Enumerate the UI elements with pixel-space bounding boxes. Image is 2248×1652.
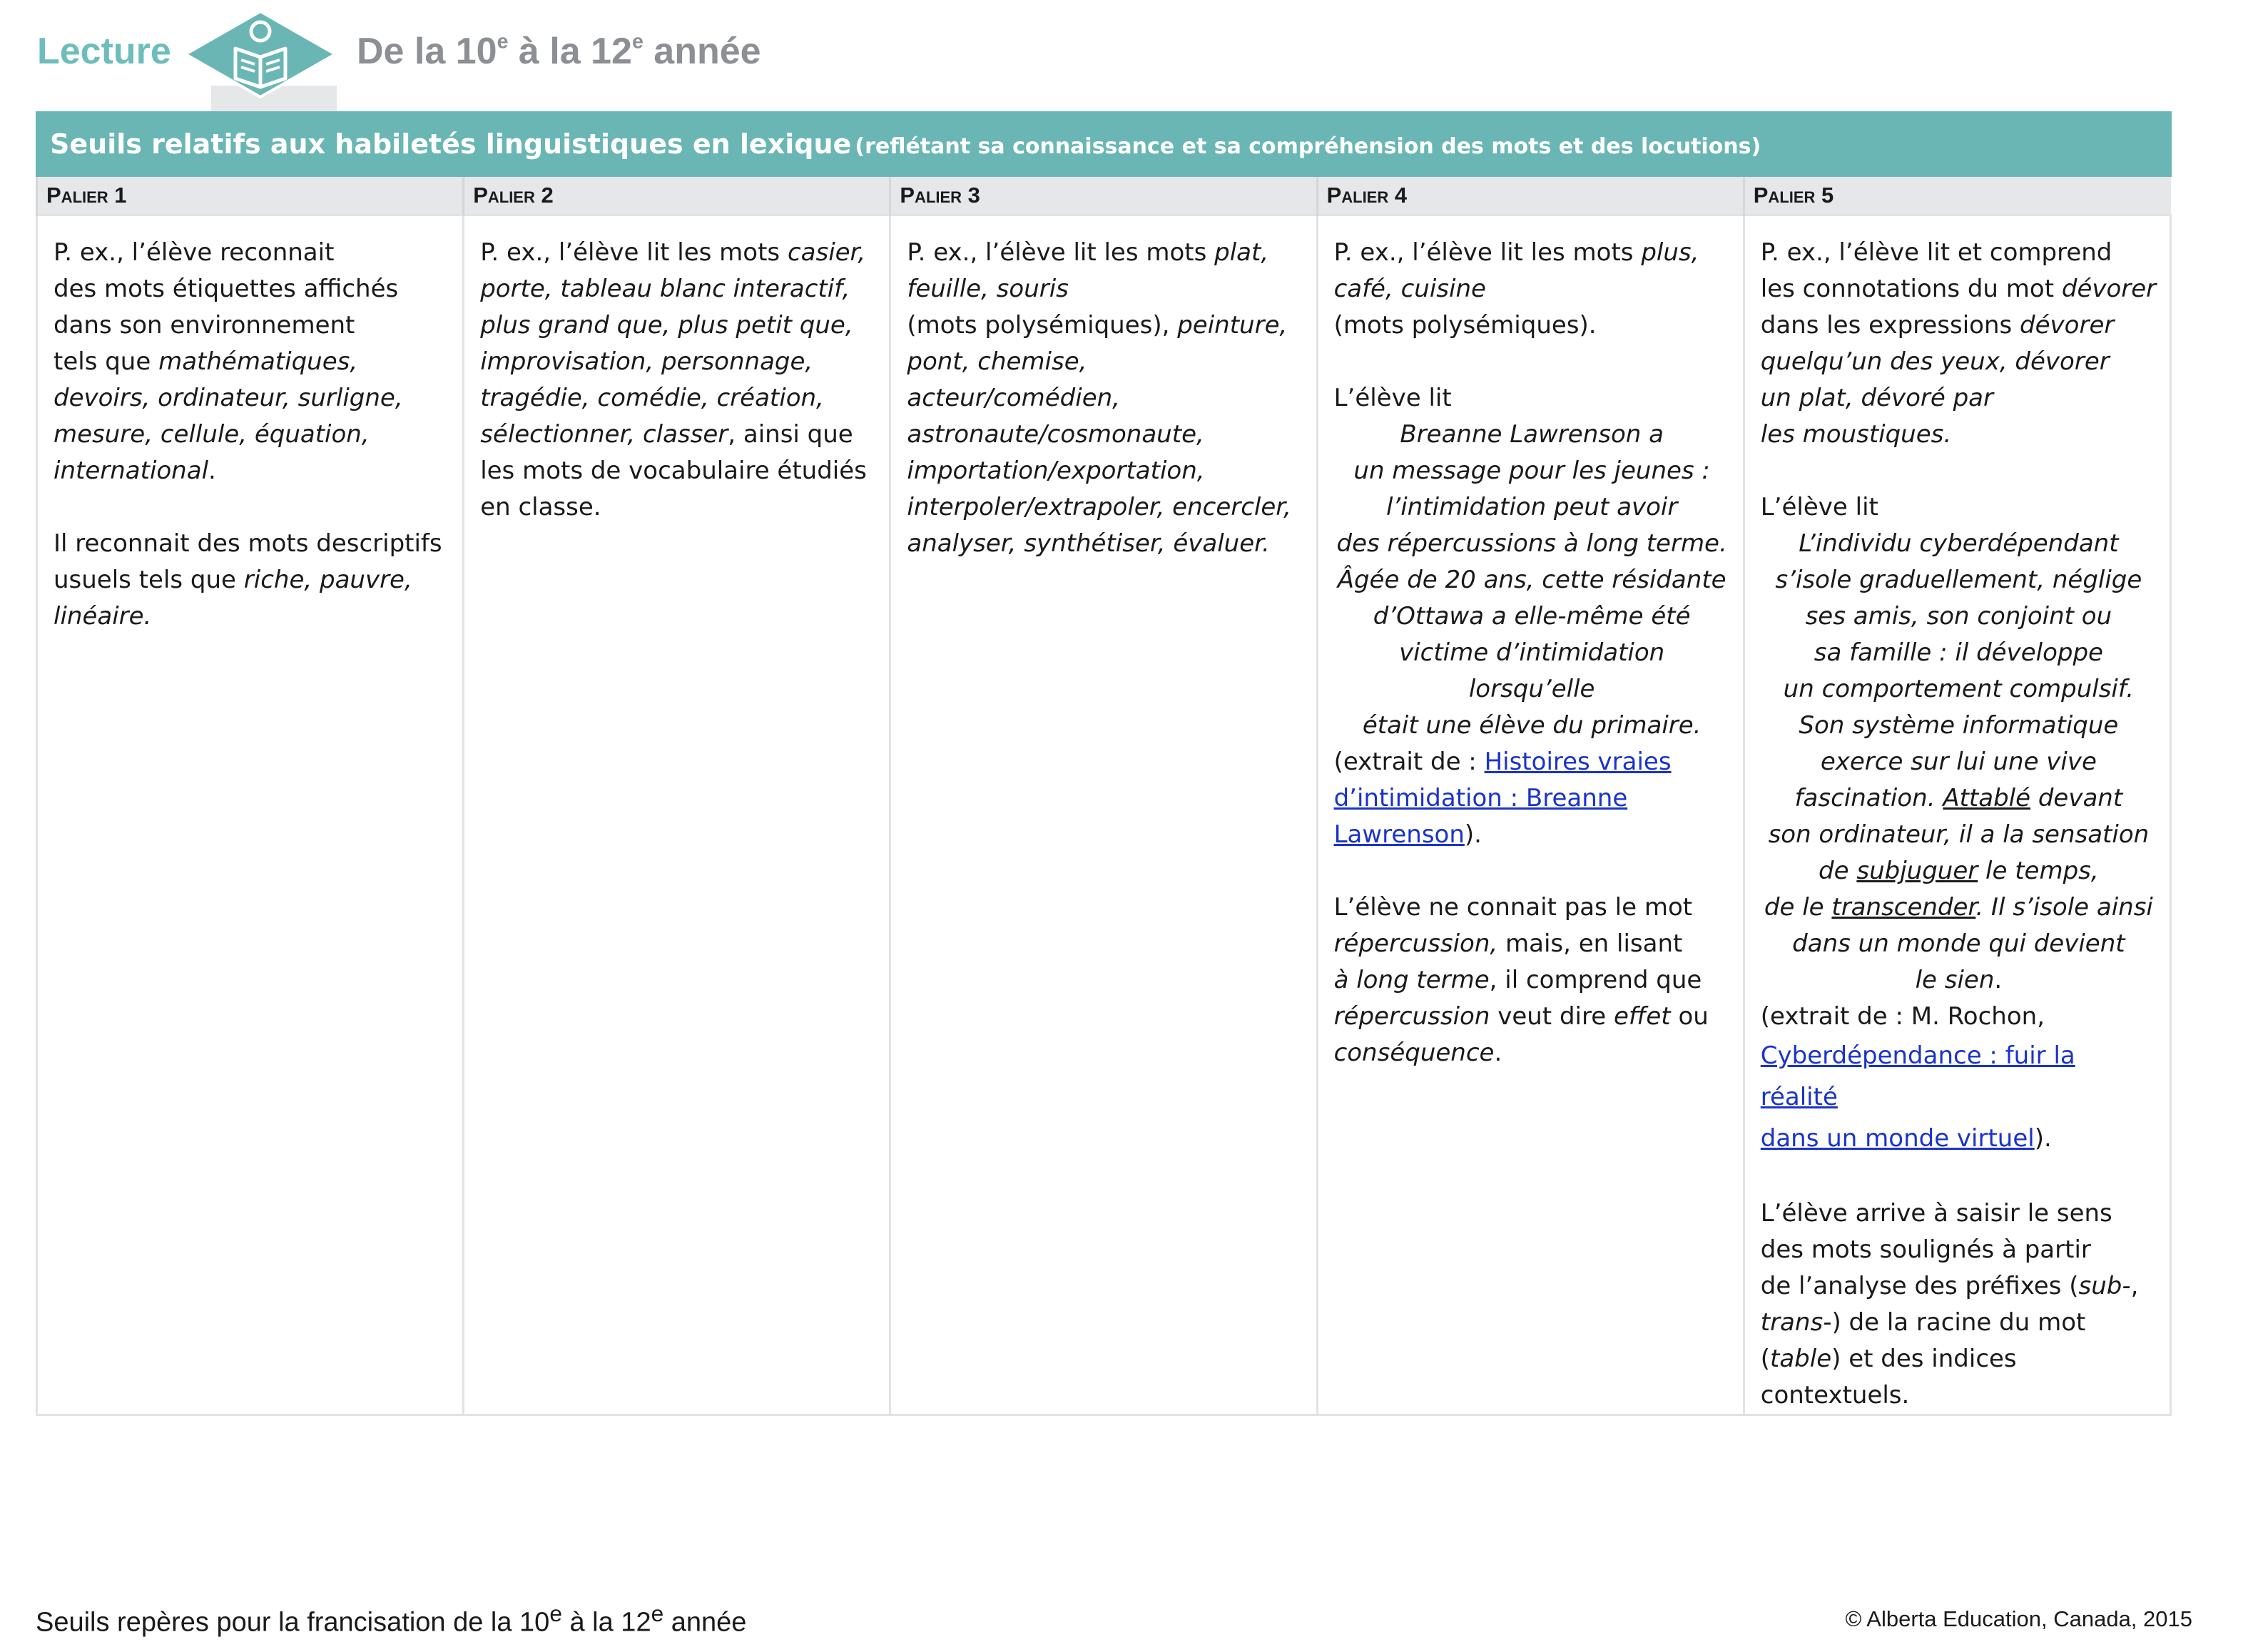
page-header [0, 0, 2248, 114]
spacer [1761, 1159, 2157, 1195]
column-header [1744, 177, 2170, 215]
text-italic: pont, chemise, acteur/comédien, [907, 347, 1120, 412]
cell-text [1334, 307, 1730, 344]
cell-text [1761, 1035, 2157, 1118]
text: P. ex., l’élève reconnait [54, 238, 335, 267]
spacer [54, 489, 449, 526]
thresholds-panel [36, 111, 2172, 1416]
text: , ainsi que [728, 420, 853, 449]
text: P. ex., l’élève lit et comprend [1760, 238, 2112, 267]
quote-line: dans un monde qui devient [1792, 929, 2125, 958]
text: L’élève arrive à saisir le sens [1760, 1199, 2112, 1228]
text-italic: plat, [1214, 238, 1269, 267]
cell-text [54, 417, 449, 453]
cell-text [1761, 1232, 2157, 1268]
text: tels que [54, 347, 159, 376]
cell-text [54, 562, 449, 598]
text: (extrait de : [1333, 748, 1485, 776]
cell-text [1761, 235, 2157, 271]
cell-text [54, 235, 449, 271]
quote-line: Son système informatique [1799, 711, 2119, 740]
text-italic: mesure, cellule, équation, [54, 420, 370, 449]
text: ) et des indices [1831, 1345, 2017, 1373]
text: , [2130, 1272, 2139, 1300]
subject-label: Lecture [37, 31, 171, 72]
quote-line: L’individu cyberdépendant [1799, 529, 2119, 558]
text: ). [1464, 820, 1482, 849]
text: L’élève lit [1333, 384, 1452, 412]
cell-text [1761, 271, 2157, 307]
quote-line: exerce sur lui une vive [1820, 748, 2097, 776]
underlined-word: subjuguer [1856, 857, 1978, 885]
grade-sup: e [497, 30, 509, 53]
grade-prefix: De la 10 [357, 31, 497, 72]
quote-line: s’isole graduellement, néglige [1775, 566, 2142, 594]
text-italic: riche, pauvre, [243, 566, 412, 594]
cell-text [480, 344, 876, 380]
panel-title [36, 111, 2172, 177]
cell-text [54, 526, 449, 562]
text-italic: répercussion [1333, 1002, 1490, 1031]
cell-text [480, 271, 876, 307]
cell-text [54, 344, 449, 380]
cell-text [1761, 1118, 2157, 1159]
column-header-label: Palier 5 [1753, 183, 1834, 208]
cell-text [907, 526, 1303, 562]
quote-line: sa famille : il développe [1814, 638, 2103, 667]
source-link-bullying[interactable]: d’intimidation : Breanne [1333, 784, 1628, 812]
text: de [1819, 857, 1857, 885]
text: ). [2034, 1124, 2052, 1153]
quote-line: Âgée de 20 ans, cette résidante [1337, 566, 1726, 594]
underlined-word: Attablé [1943, 784, 2031, 812]
grade-range [357, 30, 761, 73]
footer-text: année [663, 1607, 747, 1638]
text-italic: porte, tableau blanc interactif, [480, 275, 850, 303]
text-italic: improvisation, personnage, [480, 347, 813, 376]
palier-3-cell [890, 215, 1317, 1415]
quote-line: des répercussions à long terme. [1336, 529, 1727, 558]
text: (extrait de : M. Rochon, [1760, 1002, 2045, 1031]
cell-text [54, 307, 449, 344]
quote-line [1761, 780, 2157, 817]
text: (mots polysémiques). [1333, 311, 1597, 340]
text: P. ex., l’élève lit les mots [480, 238, 788, 267]
cell-text [1761, 417, 2157, 453]
cell-text [907, 453, 1303, 489]
text: des mots soulignés à partir [1760, 1235, 2091, 1264]
text-italic: dévorer [2061, 275, 2157, 303]
text-italic: café, cuisine [1333, 275, 1486, 303]
palier-1-cell [37, 215, 464, 1415]
panel-title-sub: (reflétant sa connaissance et sa compréhension des mots et des locutions) [855, 134, 1761, 159]
text-italic: international [54, 457, 209, 485]
text-italic: quelqu’un des yeux, dévorer [1760, 347, 2110, 376]
table-row [37, 215, 2171, 1415]
cell-text [907, 344, 1303, 417]
text-italic: peinture, [1177, 311, 1288, 340]
cell-text [907, 307, 1303, 344]
text: ) de la racine du mot [1831, 1308, 2086, 1337]
column-header [890, 177, 1317, 215]
text: . Il s’isole ainsi [1975, 893, 2153, 922]
text: L’élève lit [1760, 493, 1878, 521]
cell-text [1334, 744, 1730, 780]
cell-text [480, 489, 876, 526]
cell-text [54, 453, 449, 489]
source-link-bullying[interactable]: Histoires vraies [1484, 748, 1672, 776]
text: dans les expressions [1760, 311, 2020, 340]
cell-text [1761, 1341, 2157, 1377]
text: de l’analyse des préfixes ( [1760, 1272, 2079, 1300]
text: ou [1670, 1002, 1709, 1031]
text-italic: un plat, dévoré par [1760, 384, 1993, 412]
column-header-label: Palier 3 [900, 183, 980, 208]
cell-text [54, 271, 449, 307]
cell-text [1334, 271, 1730, 307]
column-header-label: Palier 4 [1326, 183, 1408, 208]
text-italic: mathématiques, [158, 347, 358, 376]
cell-text [480, 235, 876, 271]
text: contextuels. [1760, 1381, 1910, 1409]
text-italic: astronaute/cosmonaute, [907, 420, 1204, 449]
quote-line: victime d’intimidation lorsqu’elle [1399, 638, 1665, 703]
cell-text [1334, 962, 1730, 999]
text: des mots étiquettes affichés [54, 275, 399, 303]
cell-text [1761, 1305, 2157, 1341]
text: P. ex., l’élève lit les mots [907, 238, 1215, 267]
text: ( [1760, 1345, 1771, 1373]
footer-text: à la 12 [561, 1607, 651, 1638]
text-italic: devoirs, ordinateur, surligne, [54, 384, 403, 412]
cell-text [907, 271, 1303, 307]
text-italic: les moustiques. [1760, 420, 1952, 449]
footer-sup: e [549, 1601, 562, 1626]
grade-suffix: année [643, 31, 761, 72]
cell-text [1334, 817, 1730, 853]
spacer [1334, 344, 1730, 380]
text: L’élève ne connait pas le mot [1333, 893, 1693, 922]
footer-title [36, 1601, 746, 1638]
text: P. ex., l’élève lit les mots [1333, 238, 1642, 267]
text-italic: casier, [787, 238, 866, 267]
quote-line: l’intimidation peut avoir [1385, 493, 1678, 521]
text-italic: linéaire. [54, 602, 152, 631]
text: Il reconnait des mots descriptifs [54, 529, 442, 558]
cell-text [480, 380, 876, 417]
text: mais, en lisant [1497, 929, 1683, 958]
text: . [1994, 966, 2003, 994]
quote-line: était une élève du primaire. [1362, 711, 1702, 740]
text-italic: analyser, synthétiser, évaluer. [907, 529, 1270, 558]
spacer [1761, 453, 2157, 489]
cell-text [1334, 235, 1730, 271]
thresholds-table [36, 177, 2172, 1416]
quote-line: un comportement compulsif. [1783, 675, 2135, 703]
text-italic: tragédie, comédie, création, [480, 384, 824, 412]
cell-text [1761, 1377, 2157, 1414]
quote-line: son ordinateur, il a la sensation [1768, 820, 2150, 849]
text: dans son environnement [54, 311, 355, 340]
text-italic: trans- [1760, 1308, 1832, 1337]
cell-text [54, 380, 449, 417]
table-header-row [37, 177, 2171, 215]
cell-text [1334, 889, 1730, 926]
source-link-cyberdependance[interactable]: Cyberdépendance : fuir la réalité [1760, 1041, 2075, 1111]
column-header [464, 177, 890, 215]
text: veut dire [1490, 1002, 1614, 1031]
text-italic: table [1770, 1345, 1832, 1373]
cell-text [480, 453, 876, 489]
text: le sien [1915, 966, 1995, 994]
cell-text [1761, 1268, 2157, 1305]
cell-text [907, 489, 1303, 526]
quote-line [1761, 889, 2157, 926]
column-header [1317, 177, 1744, 215]
text-italic: dévorer [2020, 311, 2115, 340]
text-italic: feuille, souris [907, 275, 1069, 303]
text: de le [1764, 893, 1832, 922]
palier-2-cell [464, 215, 890, 1415]
cell-text [907, 235, 1303, 271]
grade-sup: e [631, 30, 644, 53]
text: usuels tels que [54, 566, 244, 594]
footer-text: Seuils repères pour la francisation de la 10 [36, 1607, 550, 1638]
text: , il comprend que [1489, 966, 1702, 994]
text-italic: à long terme [1333, 966, 1490, 994]
text: (mots polysémiques), [907, 311, 1178, 340]
cell-text [480, 307, 876, 344]
cell-text [1761, 489, 2157, 526]
text-italic: conséquence [1333, 1039, 1495, 1067]
cell-text [1334, 926, 1730, 962]
cell-text [1334, 380, 1730, 417]
text: fascination. [1794, 784, 1943, 812]
cell-text [1334, 780, 1730, 817]
text-italic: répercussion, [1333, 929, 1498, 958]
grade-mid: à la 12 [508, 31, 632, 72]
quote-line: un message pour les jeunes : [1353, 457, 1710, 485]
quote-line: Breanne Lawrenson a [1400, 420, 1664, 449]
quote-line: ses amis, son conjoint ou [1805, 602, 2112, 631]
panel-title-main: Seuils relatifs aux habiletés linguistiques en lexique [50, 128, 852, 160]
footer-sup: e [651, 1601, 664, 1626]
text-italic: sélectionner, classer [480, 420, 728, 449]
quote-line [1761, 853, 2157, 889]
palier-5-cell [1744, 215, 2170, 1415]
text: devant [2030, 784, 2123, 812]
spacer [1334, 853, 1730, 889]
text-italic: plus grand que, plus petit que, [480, 311, 853, 340]
cell-text [907, 417, 1303, 453]
reader-book-icon [184, 10, 337, 98]
text-italic: interpoler/extrapoler, encercler, [907, 493, 1291, 521]
cell-text [480, 417, 876, 453]
cell-text [54, 598, 449, 635]
source-link-cyberdependance[interactable]: dans un monde virtuel [1760, 1124, 2035, 1153]
quote-line [1761, 962, 2157, 999]
text-italic: importation/exportation, [907, 457, 1205, 485]
copyright: © Alberta Education, Canada, 2015 [1845, 1606, 2192, 1631]
cell-text [1334, 1035, 1730, 1071]
palier-4-cell [1317, 215, 1744, 1415]
text: . [208, 457, 216, 485]
cell-text [1761, 1195, 2157, 1232]
text: en classe. [480, 493, 601, 521]
text-italic: plus, [1641, 238, 1699, 267]
column-header-label: Palier 1 [46, 183, 127, 208]
text-italic: sub- [2078, 1272, 2131, 1300]
source-link-bullying[interactable]: Lawrenson [1333, 820, 1465, 849]
column-header [37, 177, 464, 215]
text: les mots de vocabulaire étudiés [480, 457, 867, 485]
quote-line: d’Ottawa a elle-même été [1373, 602, 1691, 631]
text-italic: effet [1613, 1002, 1671, 1031]
text: les connotations du mot [1760, 275, 2062, 303]
text: . [1494, 1039, 1502, 1067]
column-header-label: Palier 2 [473, 183, 554, 208]
text: le temps, [1978, 857, 2099, 885]
cell-text [1761, 344, 2157, 380]
cell-text [1761, 380, 2157, 417]
underlined-word: transcender [1831, 893, 1976, 922]
cell-text [1761, 999, 2157, 1035]
cell-text [1761, 307, 2157, 344]
cell-text [1334, 999, 1730, 1035]
